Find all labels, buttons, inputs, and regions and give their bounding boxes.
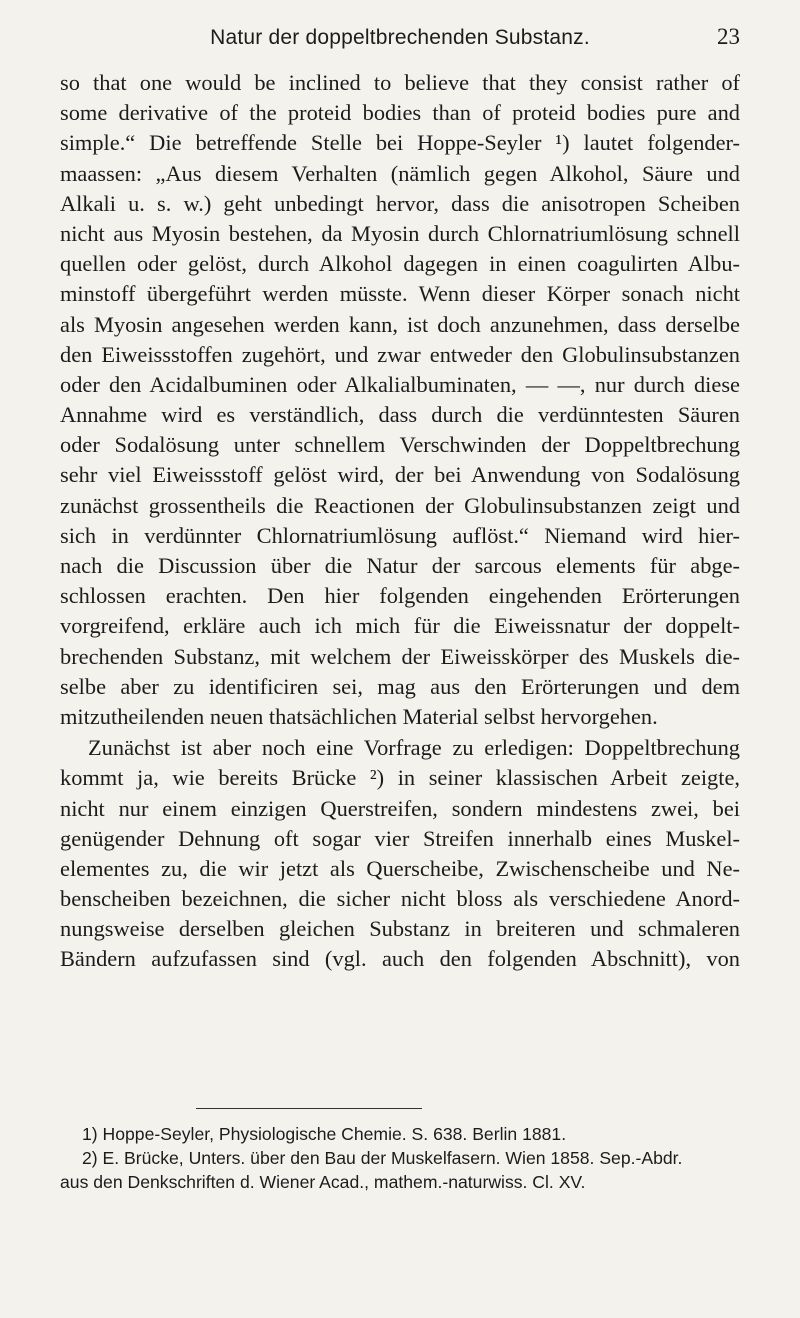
text-line: Bändern aufzufassen sind (vgl. auch den folgenden Abschnitt), von: [60, 946, 740, 972]
text-line: brechenden Substanz, mit welchem der Eiweisskörper des Muskels die-: [60, 643, 740, 669]
footnote-2: 2) E. Brücke, Unters. über den Bau der Muskelfasern. Wien 1858. Sep.-Abdr.: [82, 1148, 683, 1168]
text-line: maassen: „Aus diesem Verhalten (nämlich gegen Alkohol, Säure und: [60, 160, 740, 186]
text-line: nach die Discussion über die Natur der sarcous elements für abge-: [60, 553, 740, 578]
page-number: 23: [717, 24, 740, 49]
text-line: schlossen erachten. Den hier folgenden eingehenden Erörterungen: [60, 583, 740, 609]
body-text: [60, 68, 740, 975]
text-line: zunächst grossentheils die Reactionen der Globulinsubstanzen zeigt und: [60, 492, 740, 518]
text-line: als Myosin angesehen werden kann, ist doch anzunehmen, dass derselbe: [60, 311, 740, 337]
footnote-divider: [196, 1108, 422, 1109]
text-line: Annahme wird es verständlich, dass durch die verdünntesten Säuren: [60, 402, 740, 428]
text-line: Alkali u. s. w.) geht unbedingt hervor, dass die anisotropen Scheiben: [60, 190, 740, 216]
footnotes: [60, 1122, 740, 1194]
text-line: mitzutheilenden neuen thatsächlichen Material selbst hervorgehen.: [60, 703, 658, 729]
text-line: benscheiben bezeichnen, die sicher nicht bloss als verschiedene Anord-: [60, 886, 740, 912]
text-line: nicht aus Myosin bestehen, da Myosin durch Chlornatriumlösung schnell: [60, 220, 740, 246]
paragraph-start-line: Zunächst ist aber noch eine Vorfrage zu erledigen: Doppeltbrechung: [88, 735, 740, 761]
text-line: elementes zu, die wir jetzt als Querscheibe, Zwischenscheibe und Ne-: [60, 855, 740, 881]
text-line: selbe aber zu identificiren sei, mag aus den Erörterungen und dem: [60, 673, 740, 699]
footnote-1: 1) Hoppe-Seyler, Physiologische Chemie. S. 638. Berlin 1881.: [82, 1124, 567, 1144]
text-line: so that one would be inclined to believe that they consist rather of: [60, 70, 740, 95]
text-line: minstoff übergeführt werden müsste. Wenn dieser Körper sonach nicht: [60, 281, 740, 307]
text-line: oder den Acidalbuminen oder Alkalialbuminaten, — —, nur durch diese: [60, 371, 740, 397]
text-line: oder Sodalösung unter schnellem Verschwinden der Doppeltbrechung: [60, 432, 740, 458]
text-line: kommt ja, wie bereits Brücke ²) in seiner klassischen Arbeit zeigte,: [60, 765, 740, 791]
text-line: nicht nur einem einzigen Querstreifen, sondern mindestens zwei, bei: [60, 795, 740, 821]
page-header: [60, 16, 740, 56]
text-line: vorgreifend, erkläre auch ich mich für die Eiweissnatur der doppelt-: [60, 613, 740, 639]
text-line: some derivative of the proteid bodies than of proteid bodies pure and: [60, 100, 740, 126]
text-line: nungsweise derselben gleichen Substanz in breiteren und schmaleren: [60, 916, 740, 942]
running-title: Natur der doppeltbrechenden Substanz.: [210, 26, 590, 49]
text-line: sich in verdünnter Chlornatriumlösung auflöst.“ Niemand wird hier-: [60, 522, 740, 548]
text-line: sehr viel Eiweissstoff gelöst wird, der bei Anwendung von Sodalösung: [60, 462, 740, 488]
footnote-2-continuation: aus den Denkschriften d. Wiener Acad., mathem.-naturwiss. Cl. XV.: [60, 1172, 586, 1192]
text-line: den Eiweissstoffen zugehört, und zwar entweder den Globulinsubstanzen: [60, 341, 740, 367]
text-line: quellen oder gelöst, durch Alkohol dagegen in einen coagulirten Albu-: [60, 251, 740, 277]
text-line: simple.“ Die betreffende Stelle bei Hoppe-Seyler ¹) lautet folgender-: [60, 130, 740, 156]
text-line: genügender Dehnung oft sogar vier Streifen innerhalb eines Muskel-: [60, 825, 740, 851]
